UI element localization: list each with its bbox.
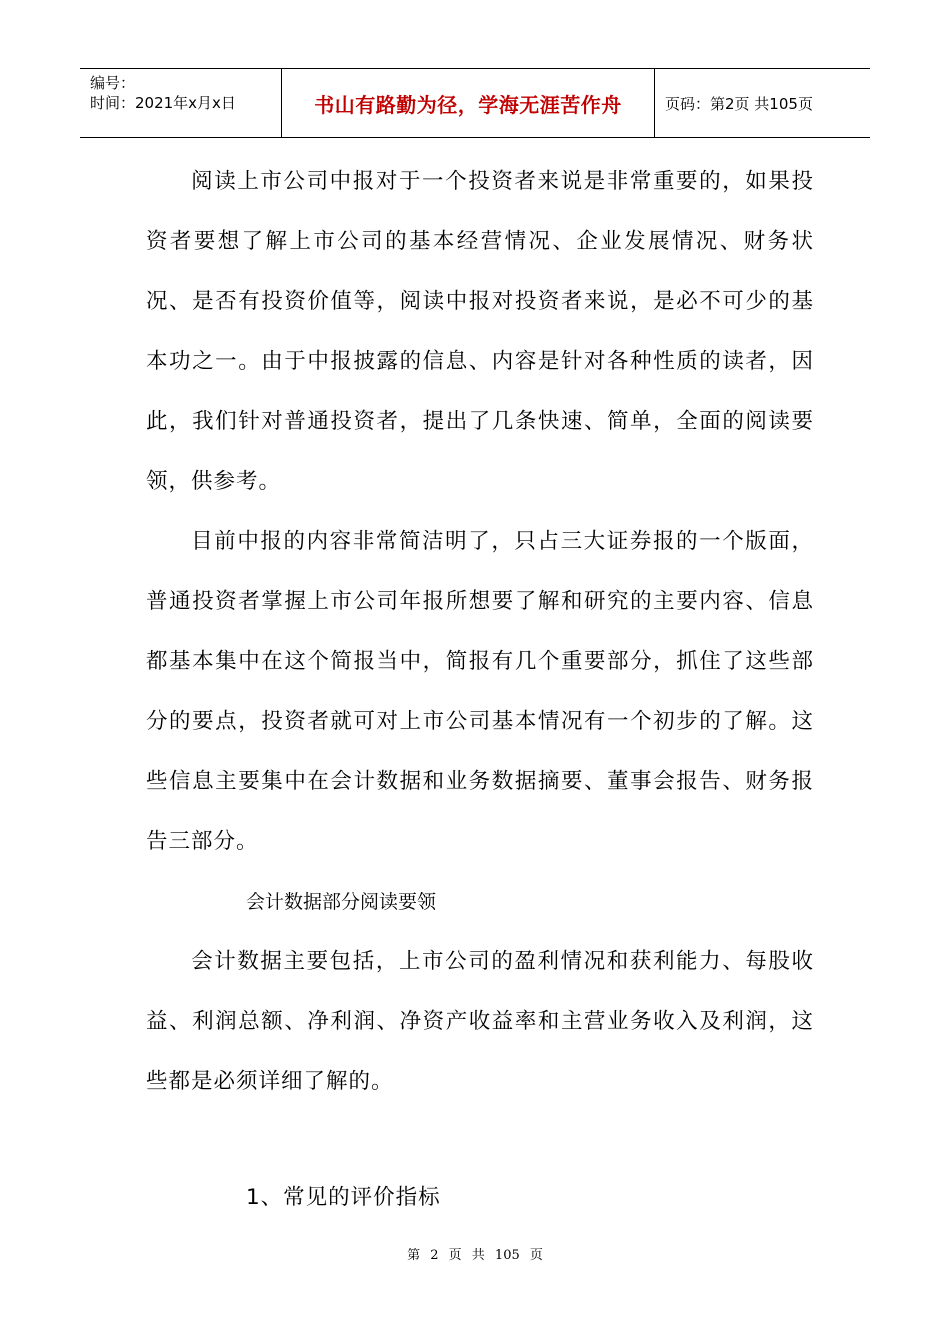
paragraph-3: 会计数据主要包括，上市公司的盈利情况和获利能力、每股收益、利润总额、净利润、净资产收益率和主营业务收入及利润，这些都是必须详细了解的。 <box>146 949 814 1094</box>
header-page-info: 页码：第2页 共105页 <box>665 94 813 113</box>
paragraph-1-block <box>146 152 814 512</box>
number-label: 编号： <box>90 74 136 92</box>
document-header <box>80 68 870 138</box>
paragraph-1: 阅读上市公司中报对于一个投资者来说是非常重要的，如果投资者要想了解上市公司的基本经营情况、企业发展情况、财务状况、是否有投资价值等，阅读中报对投资者来说，是必不可少的基本功之一。由于中报披露的信息、内容是针对各种性质的读者，因此，我们针对普通投资者，提出了几条快速、简单，全面的阅读要领，供参考。 <box>146 169 814 494</box>
section-heading: 会计数据部分阅读要领 <box>246 891 437 913</box>
header-meta <box>80 69 282 137</box>
paragraph-2-block <box>146 512 814 872</box>
time-label: 时间：2021年x月x日 <box>90 94 236 112</box>
page-footer: 第 2 页 共 105 页 <box>407 1248 543 1263</box>
header-motto: 书山有路勤为径，学海无涯苦作舟 <box>282 69 655 137</box>
paragraph-2: 目前中报的内容非常简洁明了，只占三大证券报的一个版面，普通投资者掌握上市公司年报所想要了解和研究的主要内容、信息都基本集中在这个简报当中，简报有几个重要部分，抓住了这些部分的要点，投资者就可对上市公司基本情况有一个初步的了解。这些信息主要集中在会计数据和业务数据摘要、董事会报告、财务报告三部分。 <box>146 529 814 854</box>
numbered-heading: 1、常见的评价指标 <box>246 1185 441 1210</box>
paragraph-3-block <box>146 932 814 1112</box>
